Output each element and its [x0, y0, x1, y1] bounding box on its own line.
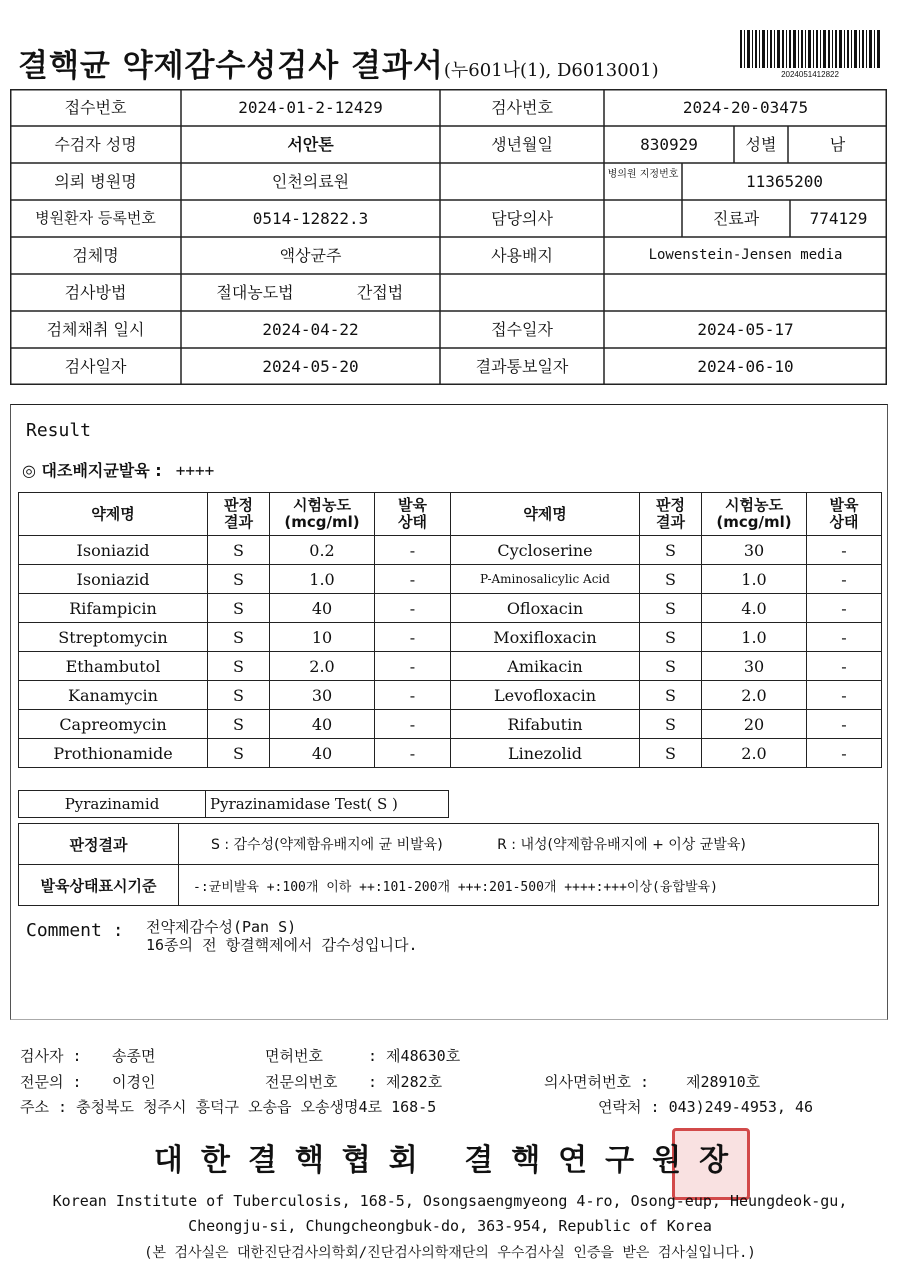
- drug-table-cell: 1.0: [702, 623, 807, 652]
- drug-table-cell: S: [640, 710, 702, 739]
- hospital-value: 인천의료원: [271, 172, 350, 191]
- specialist-name: 이경인: [112, 1073, 156, 1091]
- certification-note: (본 검사실은 대한진단검사의학회/진단검사의학재단의 우수검사실 인증을 받은 검사실입니다.): [144, 1245, 756, 1261]
- legend-table: [18, 823, 879, 906]
- drug-table-cell: -: [807, 739, 882, 768]
- judge-s: S : 감수성(약제함유배지에 균 비발육): [211, 837, 443, 853]
- drug-table-cell: Streptomycin: [19, 623, 208, 652]
- comment-line-2: 16종의 전 항결핵제에서 감수성입니다.: [146, 936, 418, 954]
- license-label: 면허번호: [265, 1047, 323, 1065]
- drug-table-header: 판정 결과: [208, 493, 270, 536]
- drug-table-cell: 1.0: [702, 565, 807, 594]
- birth-value: 830929: [640, 135, 698, 154]
- drug-table-cell: Kanamycin: [19, 681, 208, 710]
- table-row: [19, 623, 882, 652]
- pyrazinamide-table: [18, 790, 449, 818]
- drug-table-cell: S: [640, 594, 702, 623]
- doctor-license-value: 제28910호: [686, 1073, 761, 1091]
- tester-name: 송종면: [112, 1047, 156, 1065]
- drug-table-cell: 2.0: [270, 652, 375, 681]
- institute-korean: 대한결핵협회 결핵연구원장: [153, 1143, 747, 1178]
- specialist-no-value: : 제282호: [368, 1073, 443, 1091]
- doctor-label: 담당의사: [491, 209, 553, 228]
- dept-value: 774129: [809, 209, 868, 228]
- specimen-value: 액상균주: [279, 246, 342, 265]
- barcode-icon: [740, 30, 880, 68]
- drug-table-cell: S: [640, 565, 702, 594]
- report-label: 결과통보일자: [475, 357, 569, 376]
- comment-line-1: 전약제감수성(Pan S): [146, 918, 297, 936]
- receipt-no-label: 접수번호: [64, 98, 127, 117]
- drug-table-cell: S: [640, 739, 702, 768]
- reg-no-value: 0514-12822.3: [252, 209, 369, 228]
- result-label: Result: [26, 420, 92, 441]
- test-date-value: 2024-05-20: [262, 357, 359, 376]
- table-row: [19, 739, 882, 768]
- drug-table-cell: Ethambutol: [19, 652, 208, 681]
- drug-table-header: 시험농도 (mcg/ml): [270, 493, 375, 536]
- document-title: [18, 40, 659, 85]
- institute-english-line-1: Korean Institute of Tuberculosis, 168-5, Osongsaengmyeong 4-ro, Osong-eup, Heungdeok-gu,: [52, 1192, 848, 1210]
- drug-table-cell: 10: [270, 623, 375, 652]
- drug-table-header: 발육 상태: [807, 493, 882, 536]
- drug-table-cell: Cycloserine: [451, 536, 640, 565]
- drug-table-cell: Rifampicin: [19, 594, 208, 623]
- drug-table-cell: 40: [270, 710, 375, 739]
- drug-table-cell: -: [807, 536, 882, 565]
- barcode-number: 2024051412822: [781, 70, 839, 79]
- collect-label: 검체채취 일시: [46, 320, 145, 339]
- drug-table-cell: -: [375, 623, 451, 652]
- drug-table-cell: Moxifloxacin: [451, 623, 640, 652]
- patient-name-label: 수검자 성명: [54, 135, 137, 154]
- drug-table-header: 약제명: [19, 493, 208, 536]
- drug-table-cell: S: [208, 739, 270, 768]
- comment-label: Comment :: [26, 920, 124, 941]
- table-row: [19, 565, 882, 594]
- tester-label: 검사자 :: [20, 1047, 82, 1065]
- table-row: [19, 652, 882, 681]
- drug-table-cell: S: [640, 652, 702, 681]
- title-main: 결핵균 약제감수성검사 결과서: [18, 48, 444, 84]
- drug-table-cell: S: [640, 536, 702, 565]
- receipt-no-value: 2024-01-2-12429: [238, 98, 383, 117]
- drug-table-cell: -: [807, 652, 882, 681]
- drug-table-cell: S: [640, 623, 702, 652]
- table-row: [19, 594, 882, 623]
- hospital-code-value: 11365200: [745, 172, 824, 191]
- drug-table-cell: -: [375, 681, 451, 710]
- medium-label: 사용배지: [491, 246, 553, 265]
- doctor-license-label: 의사면허번호 :: [544, 1073, 650, 1091]
- drug-table-cell: S: [208, 681, 270, 710]
- method-value-b: 간접법: [356, 283, 404, 302]
- drug-table-cell: S: [208, 652, 270, 681]
- pyrazinamide-name: Pyrazinamid: [19, 791, 206, 818]
- drug-table: [18, 492, 882, 768]
- receive-label: 접수일자: [491, 320, 553, 339]
- control-growth-label: ◎ 대조배지균발육 :: [22, 461, 162, 480]
- comment-text: [146, 918, 418, 954]
- test-no-value: 2024-20-03475: [682, 98, 809, 117]
- pyrazinamidase-test: Pyrazinamidase Test( S ): [206, 791, 449, 818]
- drug-table-cell: Prothionamide: [19, 739, 208, 768]
- specialist-no-label: 전문의번호: [265, 1073, 338, 1091]
- judge-desc: [179, 824, 879, 865]
- drug-table-cell: -: [807, 594, 882, 623]
- growth-std: -:균비발육 +:100개 이하 ++:101-200개 +++:201-500개 ++++:+++이상(융합발육): [179, 865, 879, 906]
- contact: 연락처 : 043)249-4953, 46: [598, 1098, 814, 1116]
- drug-table-cell: 20: [702, 710, 807, 739]
- test-date-label: 검사일자: [64, 357, 127, 376]
- drug-table-cell: 40: [270, 594, 375, 623]
- drug-table-cell: 30: [270, 681, 375, 710]
- drug-table-cell: -: [375, 710, 451, 739]
- drug-table-cell: -: [375, 652, 451, 681]
- title-code: (누601나(1), D6013001): [443, 60, 659, 81]
- drug-table-cell: Capreomycin: [19, 710, 208, 739]
- drug-table-cell: Rifabutin: [451, 710, 640, 739]
- drug-table-cell: -: [375, 565, 451, 594]
- drug-table-cell: P-Aminosalicylic Acid: [451, 565, 640, 594]
- receive-value: 2024-05-17: [697, 320, 794, 339]
- drug-table-cell: Linezolid: [451, 739, 640, 768]
- specialist-label: 전문의 :: [20, 1073, 82, 1091]
- drug-table-cell: -: [375, 536, 451, 565]
- table-row: [19, 710, 882, 739]
- drug-table-cell: S: [640, 681, 702, 710]
- institute-english-line-2: Cheongju-si, Chungcheongbuk-do, 363-954, Republic of Korea: [188, 1217, 712, 1235]
- test-no-label: 검사번호: [491, 98, 553, 117]
- drug-table-cell: 1.0: [270, 565, 375, 594]
- table-row: [19, 536, 882, 565]
- control-growth-value: ++++: [175, 461, 215, 480]
- license-value: : 제48630호: [368, 1047, 461, 1065]
- judge-label: 판정결과: [19, 824, 179, 865]
- drug-table-cell: -: [375, 739, 451, 768]
- sex-value: 남: [829, 135, 846, 154]
- drug-table-header: 시험농도 (mcg/ml): [702, 493, 807, 536]
- hospital-code-label: 병의원 지정번호: [607, 169, 679, 180]
- drug-table-cell: -: [807, 623, 882, 652]
- birth-label: 생년월일: [491, 135, 553, 154]
- drug-table-cell: 2.0: [702, 681, 807, 710]
- drug-table-cell: -: [375, 594, 451, 623]
- drug-table-cell: 30: [702, 652, 807, 681]
- table-row: [19, 681, 882, 710]
- dept-label: 진료과: [712, 209, 760, 228]
- drug-table-cell: S: [208, 536, 270, 565]
- sex-label: 성별: [745, 135, 777, 154]
- drug-table-cell: Isoniazid: [19, 565, 208, 594]
- drug-table-cell: 2.0: [702, 739, 807, 768]
- drug-table-cell: S: [208, 594, 270, 623]
- collect-value: 2024-04-22: [262, 320, 359, 339]
- drug-table-cell: 30: [702, 536, 807, 565]
- drug-table-cell: -: [807, 681, 882, 710]
- report-value: 2024-06-10: [697, 357, 794, 376]
- drug-table-header: 약제명: [451, 493, 640, 536]
- drug-table-cell: 40: [270, 739, 375, 768]
- drug-table-cell: S: [208, 623, 270, 652]
- drug-table-header: 판정 결과: [640, 493, 702, 536]
- drug-table-cell: Levofloxacin: [451, 681, 640, 710]
- medium-value: Lowenstein-Jensen media: [648, 247, 843, 263]
- method-value-a: 절대농도법: [216, 283, 294, 302]
- drug-table-cell: 0.2: [270, 536, 375, 565]
- drug-table-cell: S: [208, 710, 270, 739]
- growth-std-label: 발육상태표시기준: [19, 865, 179, 906]
- drug-table-cell: 4.0: [702, 594, 807, 623]
- drug-table-cell: Ofloxacin: [451, 594, 640, 623]
- drug-table-cell: Amikacin: [451, 652, 640, 681]
- drug-table-header: 발육 상태: [375, 493, 451, 536]
- drug-table-cell: Isoniazid: [19, 536, 208, 565]
- reg-no-label: 병원환자 등록번호: [35, 209, 156, 227]
- specimen-label: 검체명: [72, 246, 119, 265]
- judge-r: R : 내성(약제함유배지에 + 이상 균발육): [497, 837, 746, 853]
- drug-table-cell: -: [807, 710, 882, 739]
- doctor-value: [604, 200, 682, 237]
- method-label: 검사방법: [64, 283, 127, 302]
- patient-name-value: 서안톤: [287, 135, 334, 154]
- info-text: [10, 89, 887, 385]
- drug-table-cell: S: [208, 565, 270, 594]
- hospital-label: 의뢰 병원명: [54, 172, 137, 191]
- drug-table-cell: -: [807, 565, 882, 594]
- address: 주소 : 충청북도 청주시 흥덕구 오송읍 오송생명4로 168-5: [20, 1098, 437, 1116]
- control-growth: [22, 458, 214, 481]
